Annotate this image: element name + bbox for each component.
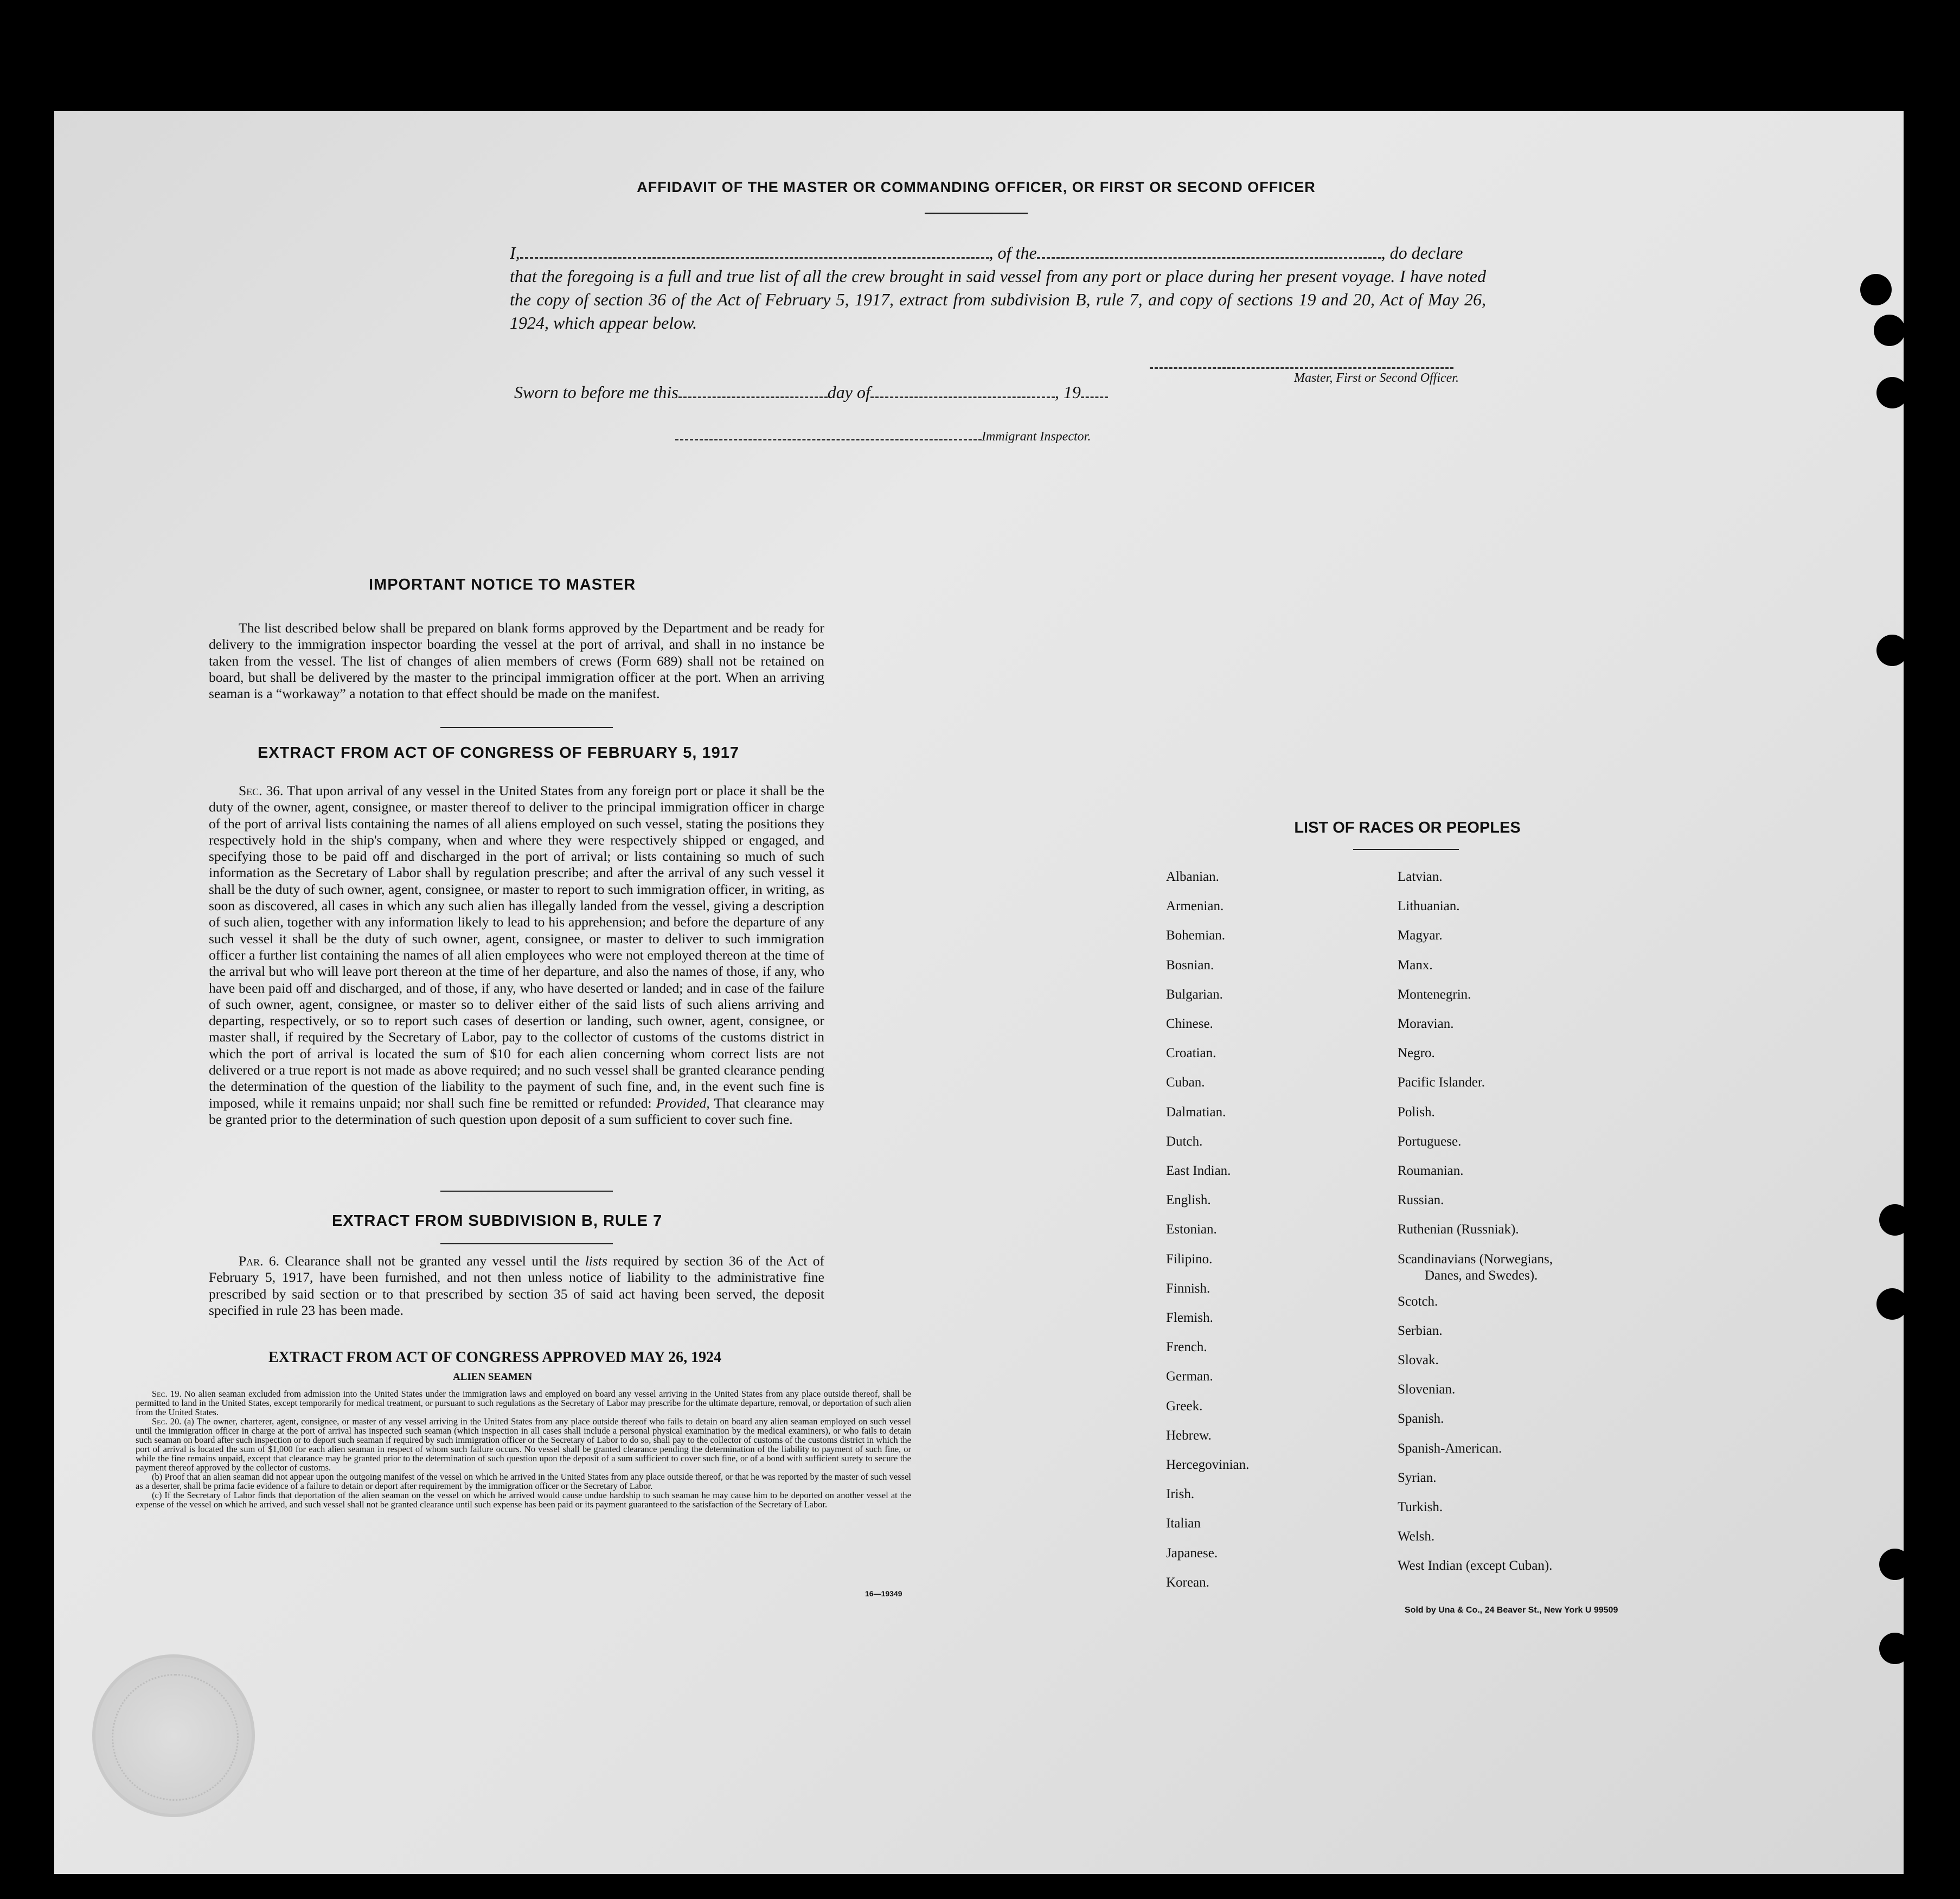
race-item: English.: [1166, 1193, 1211, 1208]
race-item: Flemish.: [1166, 1310, 1213, 1326]
race-item: Korean.: [1166, 1575, 1209, 1590]
race-item: Moravian.: [1398, 1016, 1454, 1032]
race-item: Dalmatian.: [1166, 1104, 1226, 1120]
sec-20b-paragraph: (b) Proof that an alien seaman did not appear upon the outgoing manifest of the vessel on which he arrived in the United States from any place outside thereof, or that he was reported by the master of such vessel as a deserter, shall be prima facie evidence of a failure to detain or deport after requirement by the immigration officer or the Secretary of Labor.: [136, 1472, 911, 1491]
inspector-signature-block: [675, 427, 1091, 444]
affidavit-i-label: I,: [510, 243, 520, 263]
affidavit-text: that the foregoing is a full and true list of all the crew brought in said vessel from any port or place during her present voyage. I have noted the copy of section 36 of the Act of February 5, 1917, extract from subdivision B, rule 7, and copy of sections 19 and 20, Act of May 26, 1924, which appear below.: [510, 266, 1486, 333]
race-item: Japanese.: [1166, 1545, 1218, 1561]
sec-20c-paragraph: (c) If the Secretary of Labor finds that deportation of the alien seaman on the vessel on which he arrived would cause undue hardship to such seaman he may cause him to be deported on another vessel at the expense of the vessel on which he arrived, and such vessel shall not be granted clearance until such expense has been paid or its payment guaranteed to the satisfaction of the Secretary of Labor.: [136, 1490, 911, 1510]
sec-20a-paragraph: [136, 1417, 911, 1472]
sworn-day-of: day of: [827, 382, 870, 402]
race-item: Scotch.: [1398, 1294, 1438, 1309]
form-code: 16—19349: [865, 1589, 902, 1598]
race-item: Albanian.: [1166, 869, 1219, 884]
sworn-year-label: , 19: [1054, 382, 1081, 402]
race-item: [1398, 1245, 1553, 1287]
race-item: Finnish.: [1166, 1281, 1210, 1296]
race-item: Montenegrin.: [1398, 987, 1471, 1002]
race-item-line: Scandinavians (Norwegians,: [1398, 1251, 1553, 1267]
race-item: Spanish.: [1398, 1411, 1444, 1427]
extract-1917-text: [209, 783, 824, 1128]
alien-seamen-subtitle: ALIEN SEAMEN: [453, 1371, 533, 1383]
sworn-date-blank[interactable]: [678, 385, 828, 398]
provided-word: Provided,: [656, 1095, 710, 1111]
race-item: Pacific Islander.: [1398, 1075, 1485, 1090]
race-item: Turkish.: [1398, 1500, 1443, 1515]
race-item: Croatian.: [1166, 1046, 1216, 1061]
embossed-seal: [92, 1654, 255, 1817]
races-left-column: [1166, 862, 1249, 1597]
sworn-year-blank[interactable]: [1081, 385, 1108, 398]
publisher-imprint: Sold by Una & Co., 24 Beaver St., New York U 99509: [1405, 1606, 1618, 1615]
divider: [440, 1243, 613, 1244]
sworn-prefix: Sworn to before me this: [514, 382, 678, 402]
race-item: Chinese.: [1166, 1016, 1213, 1032]
race-item: East Indian.: [1166, 1163, 1231, 1179]
lists-word: lists: [585, 1253, 607, 1269]
race-item: Filipino.: [1166, 1251, 1213, 1267]
extract-1917-title: EXTRACT FROM ACT OF CONGRESS OF FEBRUARY 5, 1917: [258, 744, 740, 762]
inspector-signature-blank[interactable]: [675, 427, 982, 440]
race-item: Estonian.: [1166, 1222, 1217, 1237]
race-item: Magyar.: [1398, 928, 1443, 943]
races-right-column: [1398, 862, 1553, 1581]
notice-body: The list described below shall be prepared on blank forms approved by the Department and be ready for delivery to the immigration inspector boarding the vessel at the port of arrival, and shall in no instance be taken from the vessel. The list of changes of alien members of crews (Form 689) shall not be retained on board, but shall be delivered by the master to the principal immigration officer at the port. When an arriving seaman is a “workaway” a notation to that effect should be made on the manifest.: [209, 620, 824, 702]
divider: [925, 213, 1028, 214]
divider: [440, 1191, 613, 1192]
race-item: Ruthenian (Russniak).: [1398, 1222, 1519, 1237]
inspector-label: Immigrant Inspector.: [982, 430, 1091, 444]
vessel-name-blank[interactable]: [1037, 245, 1381, 259]
race-item: German.: [1166, 1369, 1213, 1384]
binder-hole: [1879, 1204, 1911, 1236]
sworn-month-blank[interactable]: [870, 385, 1055, 398]
declarant-name-blank[interactable]: [520, 245, 989, 259]
binder-hole: [1876, 377, 1908, 408]
rule-7-body-b: required by section 36 of the Act of February 5, 1917, have been furnished, and not then unless notice of liability to the administrative fine prescribed by said section or to that prescribed by section 35 of said act having been served, the deposit specified in rule 23 has been made.: [209, 1253, 825, 1318]
race-item: Bohemian.: [1166, 928, 1226, 943]
race-item: French.: [1166, 1340, 1207, 1355]
affidavit-declare-label: , do declare: [1381, 243, 1463, 263]
races-title: LIST OF RACES OR PEOPLES: [1294, 819, 1521, 836]
binder-hole: [1876, 1288, 1908, 1320]
race-item: Slovak.: [1398, 1353, 1439, 1368]
sec-36-label: Sec. 36.: [239, 783, 284, 798]
notice-text: [209, 620, 824, 702]
master-signature-label: Master, First or Second Officer.: [1294, 371, 1459, 385]
race-item: Slovenian.: [1398, 1382, 1456, 1397]
extract-1924-text: [136, 1389, 911, 1509]
sec-19-body: No alien seaman excluded from admission into the United States under the immigration laws and employed on board any vessel arriving in the United States from any place outside thereof, shall be permitted to land in the United States, except temporarily for medical treatment, or pursuant to such regulations as the Secretary of Labor may prescribe for the ultimate departure, removal, or deportation of such alien from the United States.: [136, 1389, 912, 1417]
sec-20a-body: (a) The owner, charterer, agent, consignee, or master of any vessel arriving in the United States from any place outside thereof who fails to detain on board any alien seaman employed on such vessel until the immigration officer in charge at the port of arrival has inspected such seaman (which inspection in all cases shall include a personal physical examination by the medical examiners), or who fails to detain such seaman on board after such inspection or to deport such seaman if required by such immigration officer or the Secretary of Labor to do so, shall pay to the collector of customs of the customs district in which the port of arrival is located the sum of $1,000 for each alien seaman in respect of whom such failure occurs. No vessel shall be granted clearance pending the determination of the liability to payment of such fine, or while the fine remains unpaid, except that clearance may be granted prior to the determination of such question upon the deposit of a sum sufficient to cover such fine, or of a bond with sufficient surety to secure the payment thereof approved by the collector of customs.: [136, 1416, 912, 1473]
extract-1924-title: EXTRACT FROM ACT OF CONGRESS APPROVED MAY 26, 1924: [268, 1349, 722, 1366]
rule-7-title: EXTRACT FROM SUBDIVISION B, RULE 7: [332, 1212, 663, 1230]
race-item: Lithuanian.: [1398, 899, 1460, 914]
race-item: Italian: [1166, 1516, 1201, 1531]
sec-36-end: That clearance may be granted prior to the determination of such question upon deposit of a sum sufficient to cover such fine.: [209, 1095, 825, 1127]
race-item: Cuban.: [1166, 1075, 1205, 1090]
binder-hole: [1876, 635, 1908, 666]
race-item: Welsh.: [1398, 1529, 1435, 1544]
race-item: Roumanian.: [1398, 1163, 1464, 1179]
affidavit-of-the-label: , of the: [989, 243, 1037, 263]
binder-hole: [1879, 1633, 1911, 1664]
race-item: Negro.: [1398, 1046, 1435, 1061]
affidavit-body: [510, 241, 1486, 335]
divider: [1353, 849, 1459, 850]
race-item: Armenian.: [1166, 899, 1224, 914]
sec-19-label: Sec. 19.: [152, 1389, 182, 1399]
binder-hole: [1874, 315, 1905, 346]
sec-36-body: That upon arrival of any vessel in the United States from any foreign port or place it shall be the duty of the owner, agent, consignee, or master thereof to deliver to the principal immigration officer in charge of the port of arrival lists containing the names of all aliens employed on such vessel, stating the positions they respectively hold in the ship's company, when and where they were respectively shipped or engaged, and specifying those to be paid off and discharged in the port of arrival; or lists containing so much of such information as the Secretary of Labor shall by regulation prescribe; and after the arrival of any such vessel it shall be the duty of such owner, agent, consignee, or master to report to such immigration officer, in writing, as soon as discovered, all cases in which any such alien has illegally landed from the vessel, giving a description of such alien, together with any information likely to lead to his apprehension; and before the departure of any such vessel it shall be the duty of such owner, agent, consignee, or master to deliver to such immigration officer a further list containing the names of all alien employees who were not employed thereon at the time of the arrival but who will leave port thereon at the time of her departure, and also the names of those, if any, who have been paid off and discharged, and of those, if any, who have deserted or landed; and in case of the failure of such owner, agent, consignee, or master so to deliver either of the said lists of such aliens arriving and departing, respectively, or so to report such cases of desertion or landing, such owner, agent, consignee, or master shall, if required by the Secretary of Labor, pay to the collector of customs of the customs district in which the port of arrival is located the sum of $10 for each alien concerning whom correct lists are not delivered or a true report is not made as above required; and no such vessel shall be granted clearance pending the determination of the question of the liability to the payment of such fine, and, in the event such fine is imposed, while it remains unpaid; nor shall such fine be remitted or refunded:: [209, 783, 824, 1111]
notice-title: IMPORTANT NOTICE TO MASTER: [369, 576, 636, 593]
sworn-line: [514, 382, 1108, 402]
race-item: Irish.: [1166, 1487, 1195, 1502]
race-item: West Indian (except Cuban).: [1398, 1558, 1553, 1574]
race-item: Serbian.: [1398, 1323, 1443, 1338]
race-item: Polish.: [1398, 1104, 1435, 1120]
binder-hole: [1879, 1549, 1911, 1580]
race-item: Greek.: [1166, 1398, 1203, 1414]
par-6-label: Par. 6.: [239, 1253, 280, 1269]
race-item: Syrian.: [1398, 1470, 1437, 1485]
divider: [440, 727, 613, 728]
rule-7-text: [209, 1253, 824, 1319]
race-item: Manx.: [1398, 957, 1433, 973]
master-signature-block: [1150, 355, 1459, 386]
race-item: Russian.: [1398, 1193, 1444, 1208]
sec-19-paragraph: [136, 1389, 911, 1417]
affidavit-title: AFFIDAVIT OF THE MASTER OR COMMANDING OFFICER, OR FIRST OR SECOND OFFICER: [637, 179, 1316, 195]
race-item: Bulgarian.: [1166, 987, 1223, 1002]
race-item: Portuguese.: [1398, 1134, 1462, 1149]
rule-7-body-a: Clearance shall not be granted any vessel until the: [285, 1253, 580, 1269]
race-item: Hercegovinian.: [1166, 1457, 1250, 1473]
race-item: Bosnian.: [1166, 957, 1214, 973]
master-signature-blank[interactable]: [1150, 355, 1453, 369]
race-item: Spanish-American.: [1398, 1441, 1502, 1456]
race-item: Dutch.: [1166, 1134, 1203, 1149]
race-item-line: Danes, and Swedes).: [1425, 1268, 1538, 1283]
race-item: Latvian.: [1398, 869, 1443, 884]
sec-20-label: Sec. 20.: [152, 1416, 182, 1427]
race-item: Hebrew.: [1166, 1428, 1212, 1443]
binder-hole: [1860, 274, 1892, 305]
